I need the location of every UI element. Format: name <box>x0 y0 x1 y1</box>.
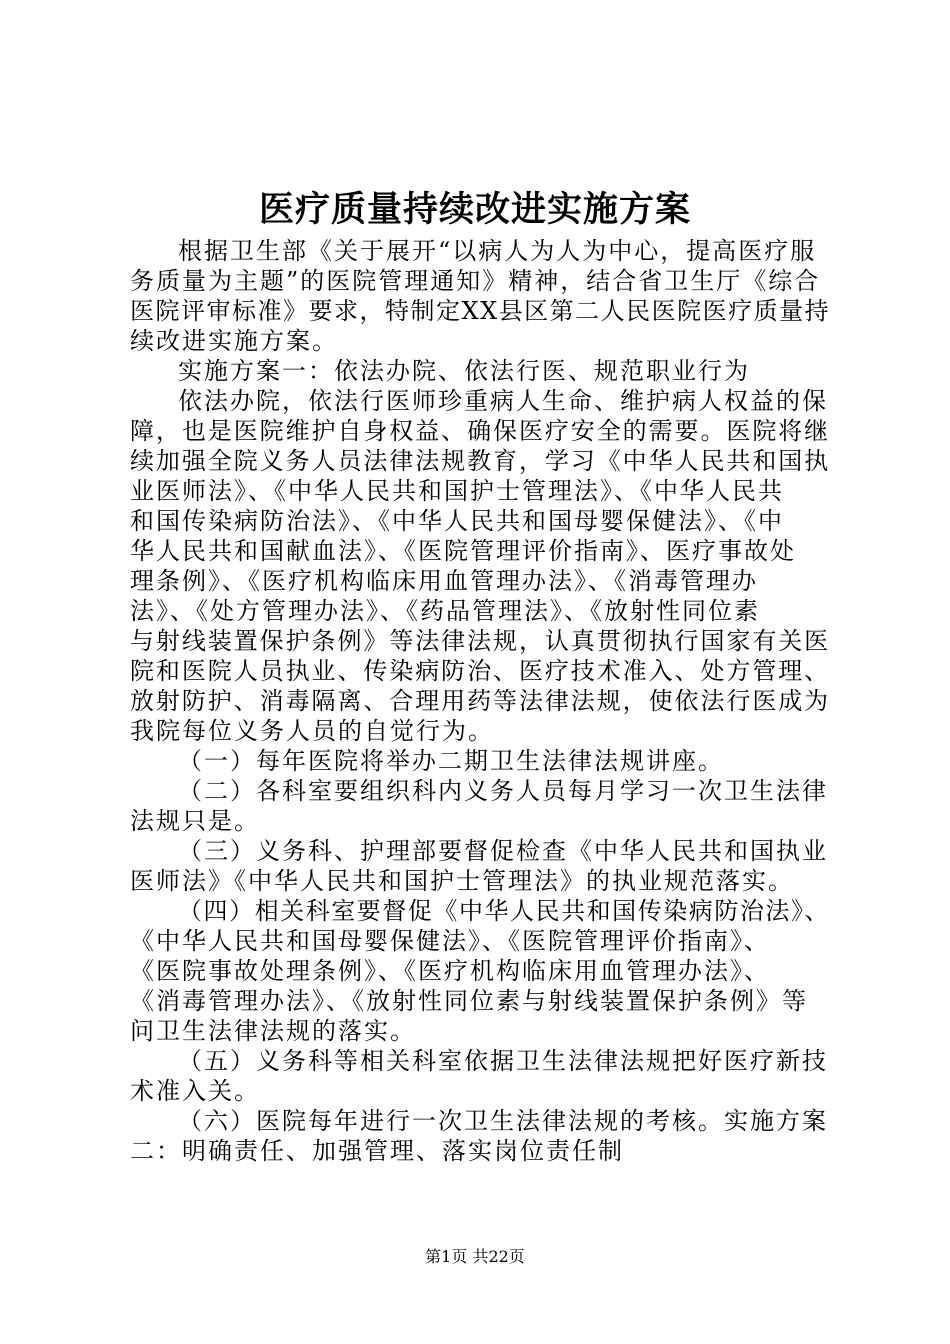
text-line: 医师法》《中华人民共和国护士管理法》的执业规范落实。 <box>130 867 794 895</box>
document-title: 医疗质量持续改进实施方案 <box>258 189 691 230</box>
text-line: 二：明确责任、加强管理、落实岗位责任制 <box>130 1137 624 1165</box>
text-line: 续加强全院义务人员法律法规教育，学习《中华人民共和国执 <box>130 447 831 475</box>
text-line: 《消毒管理办法》、《放射性同位素与射线装置保护条例》等 <box>130 987 808 1015</box>
text-line: （一）每年医院将举办二期卫生法律法规讲座。 <box>178 747 724 775</box>
text-line: （四）相关科室要督促《中华人民共和国传染病防治法》、 <box>178 897 831 925</box>
text-line: 业医师法》、《中华人民共和国护士管理法》、《中华人民共 <box>130 477 784 505</box>
text-line: 医院评审标准》要求，特制定XX县区第二人民医院医疗质量持 <box>130 297 831 325</box>
text-line: 依法办院，依法行医师珍重病人生命、维护病人权益的保 <box>178 387 828 415</box>
text-line: （二）各科室要组织科内义务人员每月学习一次卫生法律 <box>178 777 828 805</box>
text-line: 放射防护、消毒隔离、合理用药等法律法规，使依法行医成为 <box>130 687 831 715</box>
document-body <box>130 236 830 1166</box>
text-line: 法规只是。 <box>130 807 260 835</box>
text-line: 华人民共和国献血法》、《医院管理评价指南》、医疗事故处 <box>130 537 796 565</box>
text-line: 和国传染病防治法》、《中华人民共和国母婴保健法》、《中 <box>130 507 784 535</box>
text-line: 《中华人民共和国母婴保健法》、《医院管理评价指南》、 <box>130 927 770 955</box>
text-line: （三）义务科、护理部要督促检查《中华人民共和国执业 <box>178 837 828 865</box>
text-line: 续改进实施方案。 <box>130 327 338 355</box>
text-line: 实施方案一：依法办院、依法行医、规范职业行为 <box>178 357 750 385</box>
text-line: 理条例》、《医疗机构临床用血管理办法》、《消毒管理办 <box>130 567 758 595</box>
text-line: （五）义务科等相关科室依据卫生法律法规把好医疗新技 <box>178 1047 828 1075</box>
text-line: 与射线装置保护条例》等法律法规，认真贯彻执行国家有关医 <box>130 627 831 655</box>
text-line: 我院每位义务人员的自觉行为。 <box>130 717 494 745</box>
text-line: 术准入关。 <box>130 1077 260 1105</box>
text-line: 务质量为主题”的医院管理通知》精神，结合省卫生厅《综合 <box>130 267 821 295</box>
text-line: 根据卫生部《关于展开“以病人为人为中心，提高医疗服 <box>178 237 817 265</box>
text-line: 法》、《处方管理办法》、《药品管理法》、《放射性同位素 <box>130 597 760 625</box>
text-line: 问卫生法律法规的落实。 <box>130 1017 416 1045</box>
page-footer: 第1页 共22页 <box>425 1247 525 1266</box>
text-line: 障，也是医院维护自身权益、确保医疗安全的需要。医院将继 <box>130 417 831 445</box>
text-line: 《医院事故处理条例》、《医疗机构临床用血管理办法》、 <box>130 957 770 985</box>
text-line: 院和医院人员执业、传染病防治、医疗技术准入、处方管理、 <box>130 657 831 685</box>
text-line: （六）医院每年进行一次卫生法律法规的考核。实施方案 <box>178 1107 828 1135</box>
